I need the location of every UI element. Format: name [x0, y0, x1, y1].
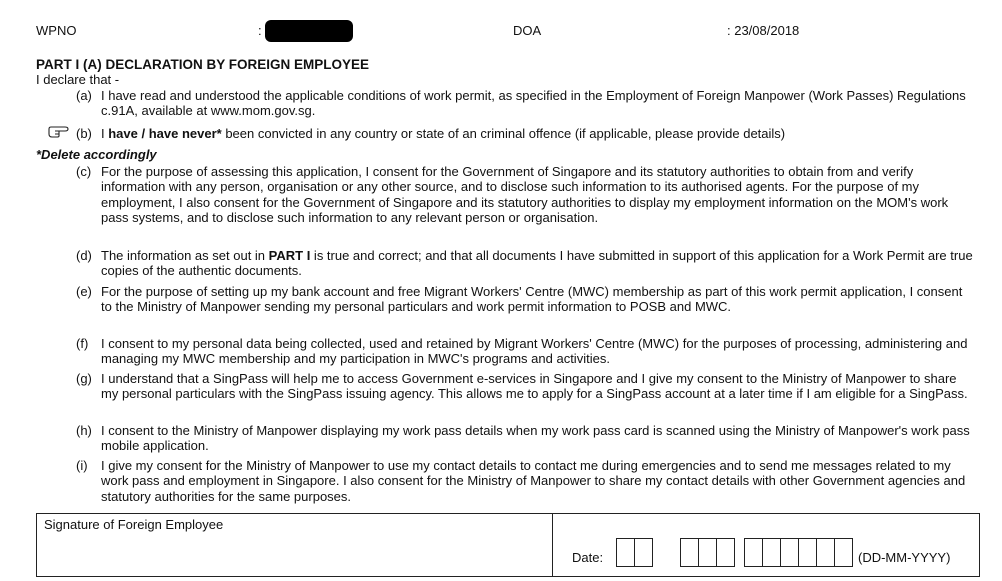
item-text: I have read and understood the applicable conditions of work permit, as specified in the Employment of Foreign Manpower (Work Passes) Regulations c.91A, available at www.mom.gov.sg. — [101, 88, 966, 119]
item-text: The information as set out in PART I is true and correct; and that all documents I have submitted in support of this application for a Work Permit are true copies of the authentic documents. — [101, 248, 973, 279]
date-year-digit-6[interactable] — [834, 538, 853, 567]
item-text: I consent to my personal data being collected, used and retained by Migrant Workers' Centre (MWC) for the purposes of processing, administering and managing my MWC membership and my participation in MWC's programs and activities. — [101, 336, 968, 367]
item-label: (a) — [76, 88, 92, 103]
item-text: For the purpose of setting up my bank account and free Migrant Workers' Centre (MWC) membership as part of this work permit application, I consent to the Ministry of Manpower sending my personal particulars and work permit information to POSB and MWC. — [101, 284, 963, 315]
date-year-digit-4[interactable] — [798, 538, 817, 567]
date-year-digit-3[interactable] — [780, 538, 799, 567]
item-label: (c) — [76, 164, 92, 179]
item-label: (i) — [76, 458, 88, 473]
item-label: (d) — [76, 248, 92, 263]
date-label: Date: — [572, 550, 604, 565]
item-label: (h) — [76, 423, 92, 438]
delete-accordingly-note: *Delete accordingly — [36, 147, 157, 162]
doa-value: : 23/08/2018 — [727, 23, 800, 38]
item-text: I give my consent for the Ministry of Manpower to use my contact details to contact me during emergencies and to send me messages related to my work pass and employment in Singapore. I also consent for the Ministry of Manpower to share my contact details with other Government agencies and statutory authorities for the same purposes. — [101, 458, 966, 504]
pointing-hand-icon — [47, 124, 71, 138]
wpno-colon: : — [258, 23, 262, 38]
part1-title: PART I (A) DECLARATION BY FOREIGN EMPLOYEE — [36, 57, 370, 72]
item-label: (g) — [76, 371, 92, 386]
doa-label: DOA — [513, 23, 542, 38]
date-month-digit-3[interactable] — [716, 538, 735, 567]
date-year-digit-5[interactable] — [816, 538, 835, 567]
date-month-digit-1[interactable] — [680, 538, 699, 567]
date-format-hint: (DD-MM-YYYY) — [858, 550, 951, 565]
item-text: I consent to the Ministry of Manpower displaying my work pass details when my work pass card is scanned using the Ministry of Manpower's work pass mobile application. — [101, 423, 970, 454]
wpno-label: WPNO — [36, 23, 77, 38]
item-text: For the purpose of assessing this application, I consent for the Government of Singapore and its statutory authorities to obtain from and verify information with any person, organisation or any other source, and to disclose such information to its authorised agents. For the purpose of my employment, I also consent for the Government of Singapore and its statutory authorities to display my employment information on the MOM's work pass systems, and to disclose such information to any relevant person or organisation. — [101, 164, 949, 225]
item-label: (e) — [76, 284, 92, 299]
date-month-digit-2[interactable] — [698, 538, 717, 567]
date-day-digit-1[interactable] — [616, 538, 635, 567]
signature-box-divider — [552, 513, 553, 577]
wpno-redacted-value — [265, 20, 353, 42]
item-text: I understand that a SingPass will help me to access Government e-services in Singapore and I give my consent to the Ministry of Manpower to share my personal particulars with the SingPass issuing agency. This allows me to apply for a SingPass account at a later time if I am eligible for a SingPass. — [101, 371, 968, 402]
date-year-digit-2[interactable] — [762, 538, 781, 567]
item-label: (f) — [76, 336, 89, 351]
date-year-digit-1[interactable] — [744, 538, 763, 567]
date-day-digit-2[interactable] — [634, 538, 653, 567]
signature-label: Signature of Foreign Employee — [44, 517, 224, 532]
part1-intro: I declare that - — [36, 72, 120, 87]
item-text: I have / have never* been convicted in any country or state of an criminal offence (if applicable, please provide details) — [101, 126, 786, 141]
item-label: (b) — [76, 126, 92, 141]
